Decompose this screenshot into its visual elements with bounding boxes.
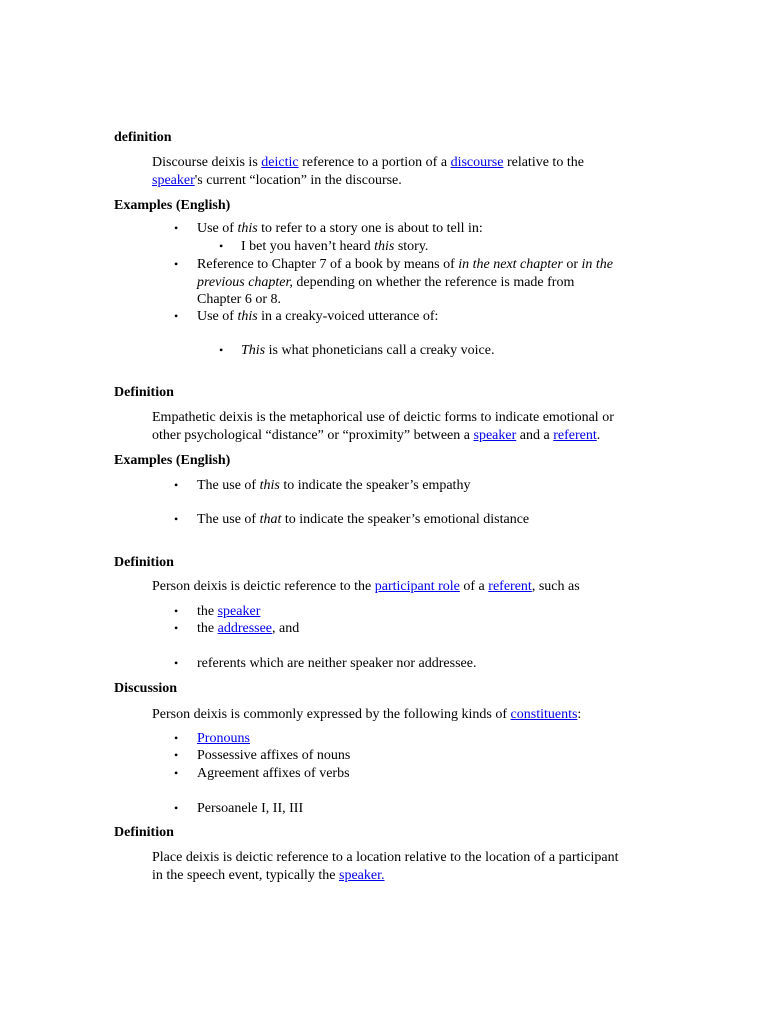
list-item-nested: This is what phoneticians call a creaky voice. — [241, 343, 495, 358]
place-deixis-paragraph: Place deixis is deictic reference to a location relative to the location of a participant in the speech event, typically the speaker. — [152, 850, 619, 883]
section-heading-definition: definition — [114, 130, 172, 145]
list-item: The use of that to indicate the speaker’s emotional distance — [197, 512, 530, 527]
list-item — [197, 730, 250, 748]
bullet-icon: • — [174, 766, 179, 780]
bullet-icon: • — [174, 257, 179, 271]
deictic-link[interactable]: deictic — [261, 155, 299, 170]
list-item: The use of this to indicate the speaker’s empathy — [197, 478, 471, 493]
bullet-icon: • — [174, 221, 179, 235]
list-item: Use of this to refer to a story one is about to tell in: — [197, 221, 483, 236]
bullet-icon: • — [219, 343, 224, 357]
list-item: Possessive affixes of nouns — [197, 748, 351, 763]
addressee-link[interactable]: addressee — [217, 621, 273, 636]
list-item-nested: I bet you haven’t heard this story. — [241, 239, 429, 254]
person-deixis-paragraph: Person deixis is deictic reference to the participant role of a referent, such as — [152, 579, 580, 594]
referent-link[interactable]: referent — [488, 579, 532, 594]
constituents-link[interactable]: constituents — [510, 707, 578, 722]
bullet-icon: • — [219, 239, 224, 253]
bullet-icon: • — [174, 604, 179, 618]
bullet-icon: • — [174, 621, 179, 635]
section-heading-definition: Definition — [114, 555, 174, 570]
section-heading-examples: Examples (English) — [114, 453, 231, 468]
speaker-link[interactable]: speaker — [473, 427, 517, 443]
list-item: Reference to Chapter 7 of a book by means of in the next chapter or in the previous chapter, depending on whether the reference is made from Chapter 6 or 8. — [197, 257, 613, 307]
bullet-icon: • — [174, 512, 179, 526]
list-item: Persoanele I, II, III — [197, 801, 304, 816]
participant-role-link[interactable]: participant role — [374, 579, 460, 594]
discourse-link[interactable]: discourse — [450, 155, 504, 170]
bullet-icon: • — [174, 309, 179, 323]
speaker-link[interactable]: speaker — [217, 604, 261, 619]
pronouns-link[interactable]: Pronouns — [197, 731, 250, 746]
bullet-icon: • — [174, 731, 179, 745]
bullet-icon: • — [174, 656, 179, 670]
speaker-link[interactable]: speaker. — [339, 867, 385, 883]
list-item: the speaker — [197, 604, 261, 619]
bullet-icon: • — [174, 478, 179, 492]
section-heading-definition: Definition — [114, 825, 174, 840]
referent-link[interactable]: referent — [553, 427, 597, 443]
empathetic-deixis-paragraph: Empathetic deixis is the metaphorical use of deictic forms to indicate emotional or other psychological “distance” or “proximity” between a speaker and a referent. — [152, 410, 614, 443]
list-item: referents which are neither speaker nor addressee. — [197, 656, 477, 671]
bullet-icon: • — [174, 801, 179, 815]
section-heading-examples: Examples (English) — [114, 198, 231, 213]
speaker-link[interactable]: speaker — [152, 172, 195, 188]
section-heading-discussion: Discussion — [114, 681, 178, 696]
list-item: the addressee, and — [197, 621, 300, 636]
list-item: Agreement affixes of verbs — [197, 766, 350, 781]
bullet-icon: • — [174, 748, 179, 762]
discussion-paragraph: Person deixis is commonly expressed by the following kinds of constituents: — [152, 707, 582, 722]
list-item: Use of this in a creaky-voiced utterance of: — [197, 309, 439, 324]
discourse-deixis-paragraph: Discourse deixis is deictic reference to a portion of a discourse relative to the speaker's current “location” in the discourse. — [152, 155, 584, 188]
section-heading-definition: Definition — [114, 385, 174, 400]
